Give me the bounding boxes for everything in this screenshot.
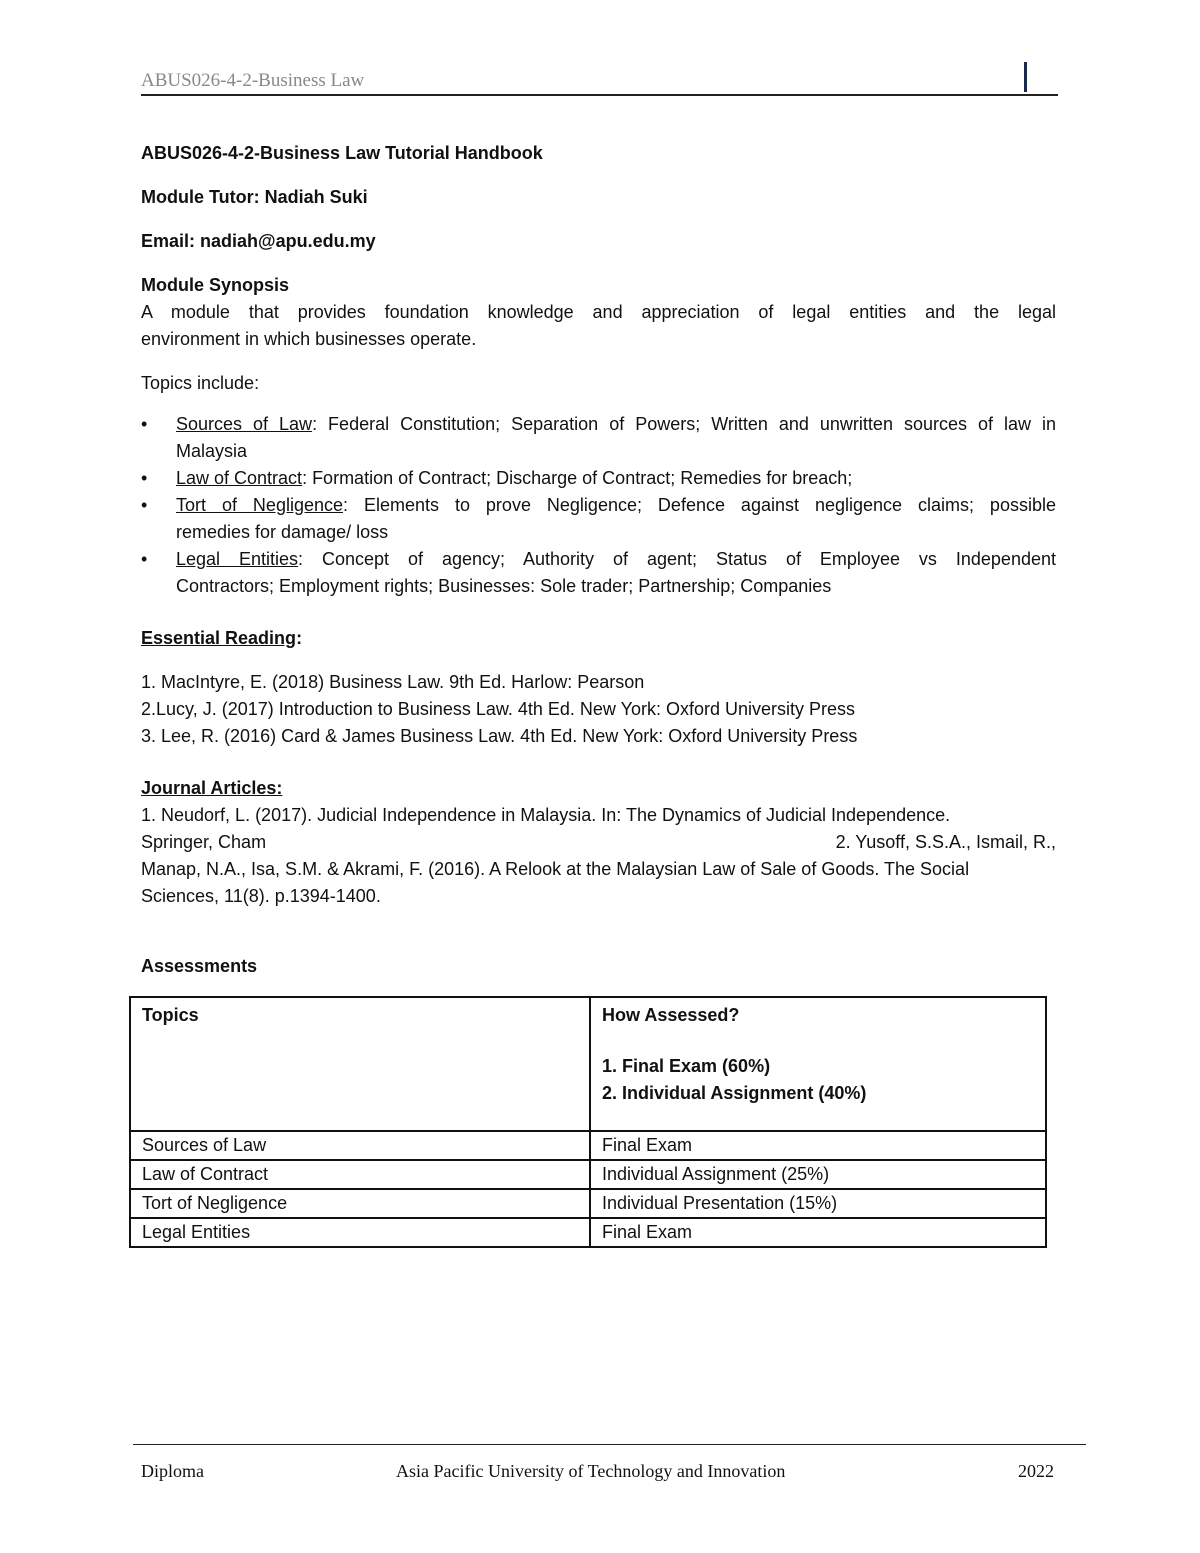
table-row xyxy=(130,1218,1046,1247)
topic-title: Sources of Law xyxy=(176,414,313,434)
journal-line: Springer, Cham 2. Yusoff, S.S.A., Ismail, R., xyxy=(141,832,1056,852)
running-header-title: ABUS026-4-2-Business Law xyxy=(141,70,365,91)
method-cell: Final Exam xyxy=(590,1131,1046,1160)
journal-articles-heading: Journal Articles: xyxy=(141,778,283,798)
table-header-row xyxy=(130,997,1046,1131)
method-cell: Individual Presentation (15%) xyxy=(590,1189,1046,1218)
table-row xyxy=(130,1160,1046,1189)
list-item xyxy=(141,465,1056,492)
topic-title: Law of Contract xyxy=(176,468,303,488)
synopsis-line-1: A module that provides foundation knowledge and appreciation of legal entities and the legal xyxy=(141,302,1056,322)
table-row xyxy=(130,1131,1046,1160)
journal-list xyxy=(141,802,1056,910)
method-cell: Individual Assignment (25%) xyxy=(590,1160,1046,1189)
bullet-icon: • xyxy=(141,549,148,569)
reading-list xyxy=(141,669,1056,750)
header-how-assessed: How Assessed? 1. Final Exam (60%) 2. Individual Assignment (40%) xyxy=(590,997,1046,1131)
topic-cell: Law of Contract xyxy=(130,1160,590,1189)
journal-line: 1. Neudorf, L. (2017). Judicial Independence in Malaysia. In: The Dynamics of Judicial Independence. xyxy=(141,805,951,825)
reading-item: 1. MacIntyre, E. (2018) Business Law. 9th Ed. Harlow: Pearson xyxy=(141,672,645,692)
topic-text-cont: Contractors; Employment rights; Businesses: Sole trader; Partnership; Companies xyxy=(176,576,832,596)
topic-cell: Sources of Law xyxy=(130,1131,590,1160)
reading-item: 2.Lucy, J. (2017) Introduction to Business Law. 4th Ed. New York: Oxford University Press xyxy=(141,699,856,719)
module-tutor: Module Tutor: Nadiah Suki xyxy=(141,187,368,207)
list-item xyxy=(141,411,1056,465)
table-row xyxy=(130,1189,1046,1218)
method-cell: Final Exam xyxy=(590,1218,1046,1247)
document-body xyxy=(141,140,1056,980)
topic-text: : Federal Constitution; Separation of Powers; Written and unwritten sources of law in xyxy=(312,414,1056,434)
header-divider xyxy=(141,94,1058,96)
list-item xyxy=(141,492,1056,546)
text-cursor xyxy=(1024,62,1027,92)
topic-title: Legal Entities xyxy=(176,549,299,569)
footer-center: Asia Pacific University of Technology and Innovation xyxy=(396,1461,786,1481)
list-item xyxy=(141,546,1056,600)
assessments-heading: Assessments xyxy=(141,956,258,976)
essential-reading-heading: Essential Reading: xyxy=(141,628,303,648)
footer-left: Diploma xyxy=(141,1461,204,1481)
topic-title: Tort of Negligence xyxy=(176,495,343,515)
journal-line: Manap, N.A., Isa, S.M. & Akrami, F. (2016). A Relook at the Malaysian Law of Sale of Goods. The Social xyxy=(141,859,970,879)
assessment-table xyxy=(129,996,1047,1248)
document-heading: ABUS026-4-2-Business Law Tutorial Handbook xyxy=(141,143,543,163)
reading-item: 3. Lee, R. (2016) Card & James Business Law. 4th Ed. New York: Oxford University Press xyxy=(141,726,858,746)
synopsis-line-2: environment in which businesses operate. xyxy=(141,329,477,349)
topic-text-cont: remedies for damage/ loss xyxy=(176,522,389,542)
topic-text: : Concept of agency; Authority of agent; Status of Employee vs Independent xyxy=(298,549,1056,569)
synopsis-title: Module Synopsis xyxy=(141,275,290,295)
topic-cell: Legal Entities xyxy=(130,1218,590,1247)
topics-intro: Topics include: xyxy=(141,373,260,393)
bullet-icon: • xyxy=(141,495,148,515)
journal-line: Sciences, 11(8). p.1394-1400. xyxy=(141,886,381,906)
footer-right: 2022 xyxy=(1018,1461,1054,1481)
topics-list xyxy=(141,411,1056,600)
tutor-email: Email: nadiah@apu.edu.my xyxy=(141,231,376,251)
topic-text: : Formation of Contract; Discharge of Contract; Remedies for breach; xyxy=(302,468,853,488)
bullet-icon: • xyxy=(141,468,148,488)
footer-divider xyxy=(133,1444,1086,1445)
topic-text-cont: Malaysia xyxy=(176,441,248,461)
topic-cell: Tort of Negligence xyxy=(130,1189,590,1218)
bullet-icon: • xyxy=(141,414,148,434)
topic-text: : Elements to prove Negligence; Defence against negligence claims; possible xyxy=(343,495,1056,515)
header-topics: Topics xyxy=(130,997,590,1131)
